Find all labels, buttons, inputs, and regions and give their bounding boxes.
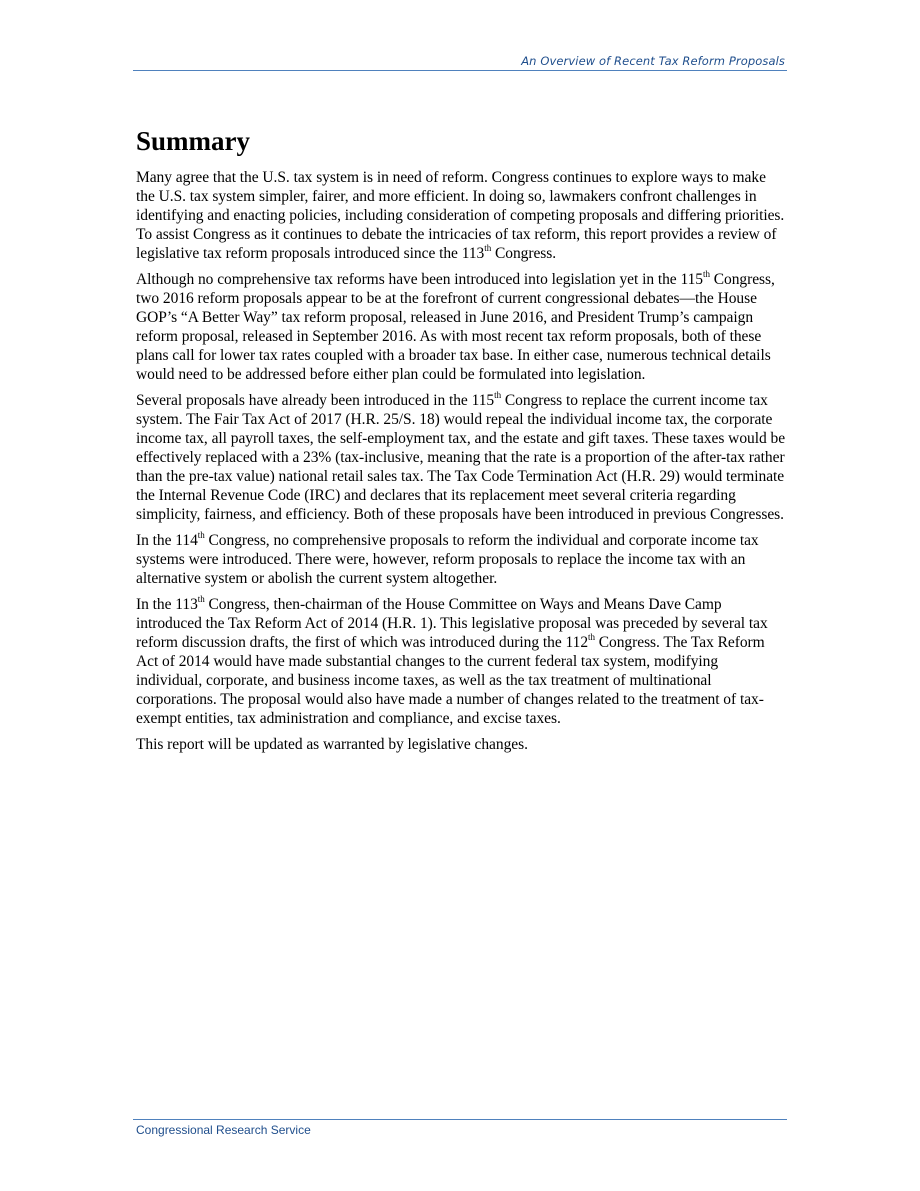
running-header-title: An Overview of Recent Tax Reform Proposals [521,54,785,68]
summary-paragraph [136,735,786,754]
summary-paragraph [136,168,786,263]
paragraph-text: Congress. The Tax Reform Act of 2014 would have made substantial changes to the current federal tax system, modifying individual, corporate, and business income taxes, as well as the tax treatment of multinational corporations. The proposal would also have made a number of changes related to the treatment of tax-exempt entities, tax administration and compliance, and excise taxes. [136,634,765,727]
paragraph-text: Many agree that the U.S. tax system is in need of reform. Congress continues to explore ways to make the U.S. tax system simpler, fairer, and more efficient. In doing so, lawmakers confront challenges in identifying and enacting policies, including consideration of competing proposals and differing priorities. To assist Congress as it continues to debate the intricacies of tax reform, this report provides a review of legislative tax reform proposals introduced since the 113 [136,169,785,262]
ordinal-suffix: th [588,631,595,642]
running-header [133,52,787,71]
paragraph-text: Congress. [491,245,557,262]
ordinal-suffix: th [494,389,502,400]
paragraph-text: Several proposals have already been introduced in the 115 [136,392,495,409]
page-footer [133,1119,787,1137]
summary-paragraph [136,595,786,728]
footer-source: Congressional Research Service [136,1123,311,1137]
paragraph-text: Congress, then-chairman of the House Committee on Ways and Means Dave Camp introduced the Tax Reform Act of 2014 (H.R. 1). This legislative proposal was preceded by several tax reform discussion drafts, the first of which was introduced during the 112 [136,596,768,651]
paragraph-text: In the 113 [136,596,198,613]
paragraph-text: Congress to replace the current income tax system. The Fair Tax Act of 2017 (H.R. 25/S. 18) would repeal the individual income tax, the corporate income tax, all payroll taxes, the self-employment tax, and the estate and gift taxes. These taxes would be effectively replaced with a 23% (tax-inclusive, meaning that the rate is a proportion of the after-tax rather than the pre-tax value) national retail sales tax. The Tax Code Termination Act (H.R. 29) would terminate the Internal Revenue Code (IRC) and declares that its replacement meet several criteria regarding simplicity, fairness, and efficiency. Both of these proposals have been introduced in previous Congresses. [136,392,786,523]
paragraph-text: Congress, no comprehensive proposals to reform the individual and corporate income tax systems were introduced. There were, however, reform proposals to replace the income tax with an alternative system or abolish the current system altogether. [136,532,759,587]
summary-paragraph [136,391,786,524]
summary-section [136,124,786,761]
paragraph-text: Congress, two 2016 reform proposals appear to be at the forefront of current congressional debates—the House GOP’s “A Better Way” tax reform proposal, released in June 2016, and President Trump’s campaign reform proposal, released in September 2016. As with most recent tax reform proposals, both of these plans call for lower tax rates coupled with a broader tax base. In either case, numerous technical details would need to be addressed before either plan could be formulated into legislation. [136,271,775,383]
ordinal-suffix: th [703,268,710,279]
ordinal-suffix: th [197,529,205,540]
ordinal-suffix: th [484,242,492,253]
paragraph-text: Although no comprehensive tax reforms have been introduced into legislation yet in the 115 [136,271,703,288]
summary-paragraph [136,531,786,588]
summary-paragraph [136,270,786,384]
paragraph-text: This report will be updated as warranted by legislative changes. [136,736,528,753]
paragraph-text: In the 114 [136,532,198,549]
ordinal-suffix: th [197,593,205,604]
section-title: Summary [136,126,250,156]
